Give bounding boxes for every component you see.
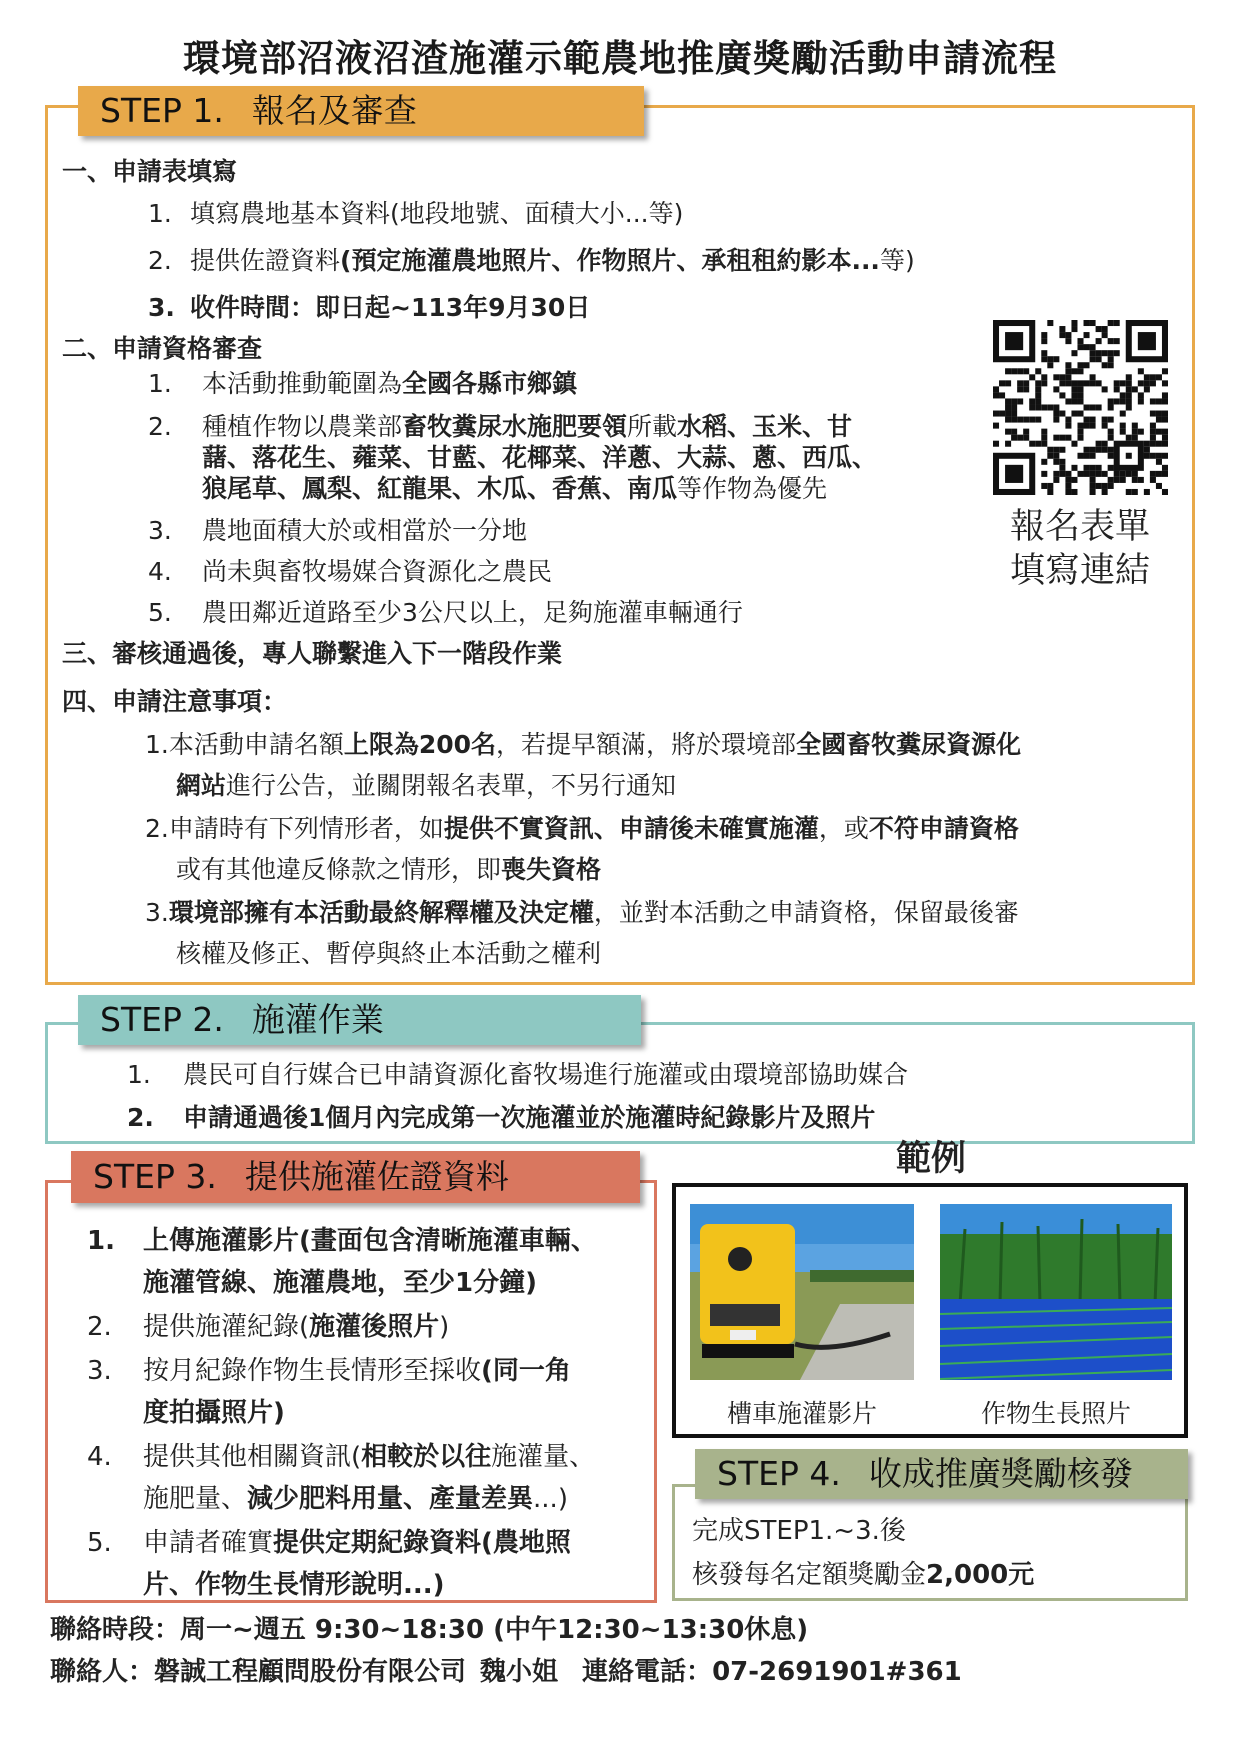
text-run: 農地面積大於或相當於一分地 xyxy=(202,516,528,545)
text-run: 相較於以往 xyxy=(361,1442,492,1472)
list-item xyxy=(190,244,915,278)
step2-header xyxy=(78,995,641,1045)
text-run: ) xyxy=(439,1312,450,1342)
text-run: 等) xyxy=(879,246,915,275)
text-run: 藷、落花生、蕹菜、甘藍、花椰菜、洋蔥、大蒜、蔥、西瓜、 xyxy=(202,443,878,472)
text-run: 施肥量、 xyxy=(143,1484,248,1514)
step2-name: 施灌作業 xyxy=(251,1000,384,1039)
text-run: 度拍攝照片) xyxy=(143,1398,285,1428)
list-item xyxy=(202,596,743,630)
text-run: 施灌管線、施灌農地，至少1分鐘) xyxy=(143,1268,537,1298)
notice-item xyxy=(176,769,676,803)
text-run: 2.申請時有下列情形者，如 xyxy=(145,814,444,843)
page-title: 環境部沼液沼渣施灌示範農地推廣獎勵活動申請流程 xyxy=(183,37,1057,80)
text-run: ...) xyxy=(533,1484,568,1514)
text-run: 3. xyxy=(145,898,169,927)
text-run: 申請通過後1個月內完成第一次施灌並於施灌時紀錄影片及照片 xyxy=(183,1103,876,1132)
step1-section-4-title: 四、申請注意事項： xyxy=(62,687,288,716)
tanker-truck-photo xyxy=(690,1204,914,1380)
text-run: 全國各縣市鄉鎮 xyxy=(402,369,578,398)
text-run: 全國畜牧糞尿資源化 xyxy=(796,730,1022,759)
text-run: 提供不實資訊、申請後未確實施灌 xyxy=(443,814,819,843)
list-item xyxy=(202,441,877,475)
contact-person-label: 聯絡人： xyxy=(50,1657,155,1687)
step4-header xyxy=(695,1449,1188,1499)
list-number: 1. xyxy=(148,369,172,398)
text-run: 喪失資格 xyxy=(501,855,602,884)
contact-phone[interactable]: 07-2691901#361 xyxy=(712,1657,962,1687)
qr-caption-1: 報名表單 xyxy=(1009,507,1150,547)
list-item xyxy=(143,1526,571,1560)
list-number: 1. xyxy=(87,1226,115,1256)
list-number: 3. xyxy=(148,293,175,322)
list-number: 2. xyxy=(148,246,172,275)
list-number: 2. xyxy=(87,1312,112,1342)
notice-item xyxy=(145,896,1019,930)
text-run: (預定施灌農地照片、作物照片、承租租約影本... xyxy=(340,246,880,275)
list-number: 1. xyxy=(148,199,172,228)
list-item xyxy=(183,1101,875,1135)
step4-line-2 xyxy=(692,1558,1034,1592)
text-run: 收件時間：即日起~113年9月30日 xyxy=(190,293,591,322)
qr-caption-2: 填寫連結 xyxy=(1009,551,1150,591)
text-run: 本活動推動範圍為 xyxy=(202,369,403,398)
text-run: 片、作物生長情形說明...) xyxy=(143,1570,445,1600)
list-item xyxy=(143,1266,537,1300)
text-run: ，並對本活動之申請資格，保留最後審 xyxy=(593,898,1019,927)
list-item xyxy=(143,1440,595,1474)
notice-item xyxy=(145,812,1019,846)
list-number: 4. xyxy=(148,557,172,586)
list-item xyxy=(190,291,590,325)
step1-header xyxy=(78,86,644,136)
contact-person xyxy=(50,1655,962,1689)
step1-section-2-title: 二、申請資格審查 xyxy=(62,334,263,363)
list-item xyxy=(143,1568,445,1602)
list-number: 2. xyxy=(127,1103,154,1132)
contact-hours-label: 聯絡時段： xyxy=(50,1615,181,1645)
step3-label: STEP 3. xyxy=(93,1157,217,1196)
notice-item xyxy=(145,728,1021,762)
text-run: 施灌後照片 xyxy=(309,1312,440,1342)
contact-company: 磐誠工程顧問股份有限公司 xyxy=(154,1657,467,1687)
step1-name: 報名及審查 xyxy=(251,91,417,130)
text-run: 水稻、玉米、甘 xyxy=(677,412,853,441)
step4-label: STEP 4. xyxy=(717,1454,841,1493)
step3-header xyxy=(71,1151,640,1203)
text-run: ，或 xyxy=(818,814,869,843)
list-item xyxy=(143,1354,571,1388)
contact-hours-value: 周一~週五 9:30~18:30 (中午12:30~13:30休息) xyxy=(180,1615,809,1645)
list-item xyxy=(202,410,852,444)
step2-label: STEP 2. xyxy=(100,1000,224,1039)
list-item xyxy=(190,197,683,231)
notice-item xyxy=(176,937,601,971)
step1-label: STEP 1. xyxy=(100,91,224,130)
step1-section-1-title: 一、申請表填寫 xyxy=(62,157,238,186)
text-run: 申請者確實 xyxy=(143,1528,274,1558)
text-run: 1.本活動申請名額 xyxy=(145,730,344,759)
list-item xyxy=(143,1224,597,1258)
text-run: 提供施灌紀錄( xyxy=(143,1312,310,1342)
step4-line-1: 完成STEP1.~3.後 xyxy=(692,1516,906,1546)
text-run: 或有其他違反條款之情形，即 xyxy=(176,855,502,884)
text-run: 農田鄰近道路至少3公尺以上，足夠施灌車輛通行 xyxy=(202,598,743,627)
list-number: 4. xyxy=(87,1442,112,1472)
text-run: 提供佐證資料 xyxy=(190,246,341,275)
list-item xyxy=(183,1058,908,1092)
text-run: 施灌量、 xyxy=(491,1442,596,1472)
list-item xyxy=(202,555,552,589)
reward-amount: 2,000元 xyxy=(926,1560,1035,1590)
text-run: 減少肥料用量、產量差異 xyxy=(247,1484,534,1514)
text-run: 種植作物以農業部 xyxy=(202,412,403,441)
list-number: 5. xyxy=(148,598,172,627)
text-run: 農民可自行媒合已申請資源化畜牧場進行施灌或由環境部協助媒合 xyxy=(183,1060,909,1089)
contact-phone-label: 連絡電話： xyxy=(582,1657,713,1687)
example-title: 範例 xyxy=(896,1139,967,1179)
text-run: 上傳施灌影片(畫面包含清晰施灌車輛、 xyxy=(143,1226,597,1256)
step4-line-2-text: 核發每名定額獎勵金 xyxy=(692,1560,927,1590)
text-run: 等作物為優先 xyxy=(677,474,828,503)
step1-section-3-title: 三、審核通過後，專人聯繫進入下一階段作業 xyxy=(62,639,563,668)
list-item xyxy=(202,472,827,506)
list-number: 1. xyxy=(127,1060,151,1089)
text-run: 尚未與畜牧場媒合資源化之農民 xyxy=(202,557,553,586)
notice-item xyxy=(176,853,601,887)
crop-field-photo xyxy=(940,1204,1172,1380)
list-item xyxy=(143,1310,449,1344)
text-run: 按月紀錄作物生長情形至採收 xyxy=(143,1356,482,1386)
list-item xyxy=(143,1482,568,1516)
text-run: 提供其他相關資訊( xyxy=(143,1442,362,1472)
text-run: ，若提早額滿，將於環境部 xyxy=(496,730,797,759)
list-number: 3. xyxy=(148,516,172,545)
text-run: 所載 xyxy=(627,412,678,441)
list-number: 5. xyxy=(87,1528,112,1558)
list-number: 3. xyxy=(87,1356,112,1386)
text-run: 進行公告，並關閉報名表單，不另行通知 xyxy=(226,771,677,800)
text-run: 上限為200名 xyxy=(343,730,497,759)
contact-hours xyxy=(50,1613,808,1647)
list-item xyxy=(202,514,527,548)
example-caption-1: 槽車施灌影片 xyxy=(726,1399,877,1428)
text-run: 畜牧糞尿水施肥要領 xyxy=(402,412,628,441)
text-run: 狼尾草、鳳梨、紅龍果、木瓜、香蕉、南瓜 xyxy=(202,474,678,503)
text-run: 核權及修正、暫停與終止本活動之權利 xyxy=(176,939,602,968)
text-run: 環境部擁有本活動最終解釋權及決定權 xyxy=(168,898,594,927)
list-number: 2. xyxy=(148,412,172,441)
example-caption-2: 作物生長照片 xyxy=(980,1399,1131,1428)
text-run: 網站 xyxy=(176,771,227,800)
text-run: (同一角 xyxy=(481,1356,571,1386)
step4-name: 收成推廣獎勵核發 xyxy=(868,1454,1133,1493)
list-item xyxy=(143,1396,285,1430)
text-run: 提供定期紀錄資料(農地照 xyxy=(273,1528,571,1558)
contact-name: 魏小姐 xyxy=(480,1657,559,1687)
text-run: 填寫農地基本資料(地段地號、面積大小...等) xyxy=(190,199,684,228)
list-item xyxy=(202,367,577,401)
step3-name: 提供施灌佐證資料 xyxy=(244,1157,509,1196)
text-run: 不符申請資格 xyxy=(868,814,1019,843)
qr-code-icon[interactable] xyxy=(993,320,1168,495)
